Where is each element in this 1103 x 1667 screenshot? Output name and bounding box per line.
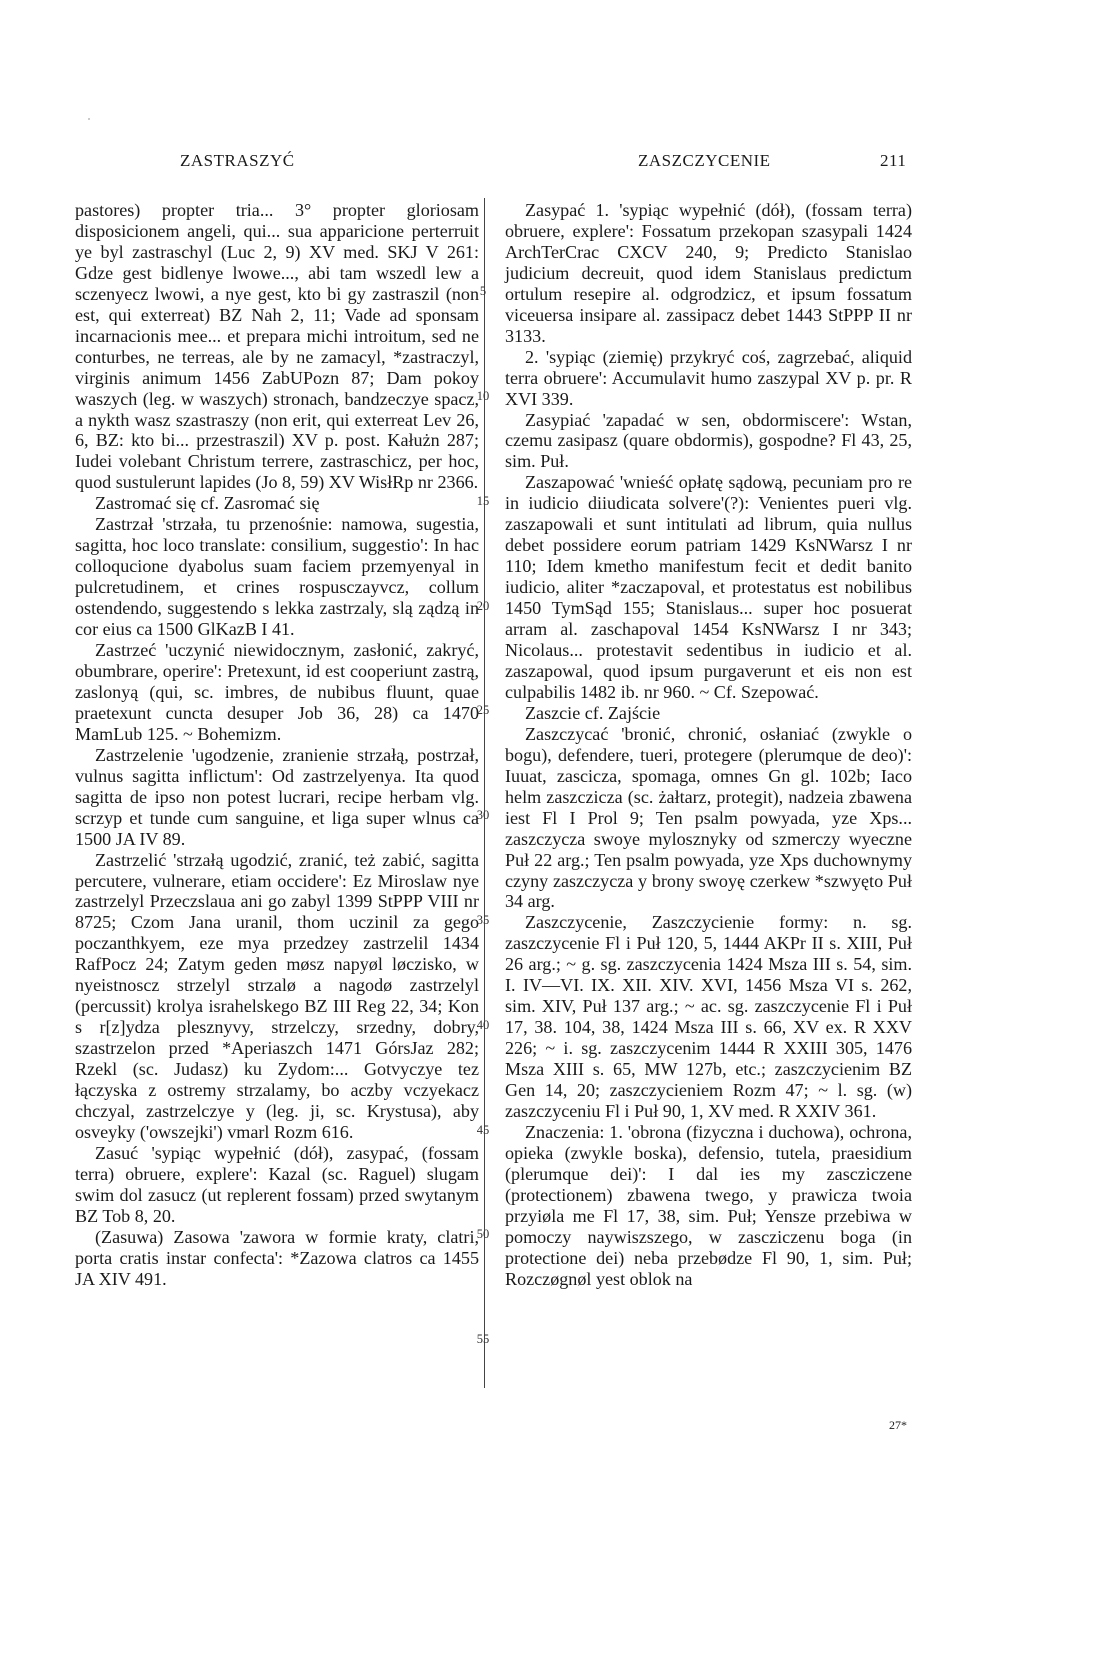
entry-paragraph: (Zasuwa) Zasowa 'zawora w formie kraty, clatri, porta cratis instar confecta': *Zazowa clatros ca 1455 JA XIV 491. — [75, 1226, 479, 1289]
line-number: 40 — [476, 1018, 490, 1032]
entry-paragraph: Zasuć 'sypiąc wypełnić (dół), zasypać, (fossam terra) obruere, explere': Kazal (sc. Raguel) slugam swim dol zasucz (ut replerent fossam) przed swytanym BZ Tob 8, 20. — [75, 1142, 479, 1226]
entry-paragraph: Zaszapować 'wnieść opłatę sądową, pecuniam pro re in iudicio diiudicata solvere'(?): Venientes pueri vlg. zaszapowali et sunt intitulati ad librum, quia nullus debet possidere eorum patriam 1429 KsNWarsz I nr 110; Idem kmetho manifestum fecit et dedit banito iudicio, aliter *zaczapoval, et protestatus est nobilibus 1450 TymSąd 155; Stanislaus... super hoc posuerat arram al. zaschapoval 1454 KsNWarsz I nr 343; Nicolaus... protestavit sedentibus in iudicio et al. zaszapowal, quod ipsum purgaverunt et eis non est culpabilis 1482 ib. nr 960. ~ Cf. Szepować. — [505, 472, 912, 702]
entry-paragraph: Zasypać 1. 'sypiąc wypełnić (dół), (fossam terra) obruere, explere': Fossatum przekopan szasypali 1424 ArchTerCrac CXCV 240, 9; Predicto Stanislao judicium decreuit, quod idem Stanislaus predictum ortulum resepire al. odgrodzicz, et ipsum fossatum viceuersa insipare al. zassipacz debet 1443 StPPP II nr 3133. — [505, 200, 912, 346]
entry-paragraph: Zastromać się cf. Zasromać się — [95, 493, 320, 514]
left-column — [75, 200, 479, 1290]
entry-paragraph: Zaszczycenie, Zaszczycienie formy: n. sg. zaszczycenie Fl i Puł 120, 5, 1444 AKPr II s. XIII, Puł 26 arg.; ~ g. sg. zaszczycenia 1424 Msza III s. 54, sim. I. IV—VI. IX. XII. XIV. XVI, 1456 Msza VI s. 262, sim. XIV, Puł 137 arg.; ~ ac. sg. zaszczycenie Fl i Puł 17, 38. 104, 38, 1424 Msza III s. 66, XV ex. R XXV 226; ~ i. sg. zaszczycenim 1444 R XXIII 305, 1476 Msza XIII s. 65, MW 127b, etc.; zaszczycienim BZ Gen 14, 20; zaszczycieniem Rozm 47; ~ l. sg. (w) zaszczyceniu Fl i Puł 90, 1, XV med. R XXIV 361. — [505, 912, 912, 1121]
line-number: 55 — [476, 1332, 490, 1346]
entry-paragraph: Zastrzał 'strzała, tu przenośnie: namowa, sugestia, sagitta, hoc loco translate: consilium, suggestio': In hac colloqucione dyabolus suam faciem przemyenyal in pulcretudinem, et crines rospusczayvcz, collum ostendendo, suggestendo s lekka zastrzaly, slą ządzą in cor eius ca 1500 GlKazB I 41. — [75, 514, 479, 640]
running-head-left: ZASTRASZYĆ — [180, 151, 295, 170]
line-number: 5 — [479, 284, 487, 298]
line-number: 50 — [476, 1227, 490, 1241]
line-number: 25 — [476, 703, 490, 717]
line-number: 35 — [476, 913, 490, 927]
entry-paragraph: 2. 'sypiąc (ziemię) przykryć coś, zagrzebać, aliquid terra obruere': Accumulavit humo zaszypal XV p. pr. R XVI 339. — [505, 346, 912, 409]
line-number: 45 — [476, 1123, 490, 1137]
entry-paragraph: Zaszczycać 'bronić, chronić, osłaniać (zwykle o bogu), defendere, tueri, protegere (plerumque de deo)': Iuuat, zascicza, spomaga, omnes Gn gl. 102b; Iaco helm zaszczicza (sc. żałtarz, protegit), nadzeia zbawena iest Fl I Prol 9; Ten psalm powyada, yze Xps... zaszczycza swoye mylosznyky od szmerczy wyeczne Puł 22 arg.; Ten psalm powyada, yze Xps duchownymy czyny zaszczycza y brony swoyę czerkew *szwyęto Puł 34 arg. — [505, 723, 912, 912]
entry-paragraph: Znaczenia: 1. 'obrona (fizyczna i duchowa), ochrona, opieka (zwykle boska), defensio, tutela, praesidium (plerumque dei)': I dal ies my zascziczene (protectionem) zbawena twego, y prawicza twoia przyiøla me Fl 17, 38, sim. Puł; Yensze przebiwa w pomoczy naywiszszego, w zascziczenu boga (in protectione dei) neba przebødze Fl 90, 1, sim. Puł; Rozczøgnøl yest oblok na — [505, 1121, 912, 1289]
line-number: 20 — [476, 599, 490, 613]
printer-signature: 27* — [889, 1418, 907, 1432]
scan-speck — [88, 118, 90, 120]
entry-paragraph: Zastrzelenie 'ugodzenie, zranienie strzałą, postrzał, vulnus sagitta inflictum': Od zastrzelyenya. Ita quod sagitta de ipso non potest lucrari, recipe herbam vlg. scrzyp et tunde cum sanguine, et liga super wlnus ca 1500 JA IV 89. — [75, 744, 479, 849]
running-head-right: ZASZCZYCENIE — [638, 151, 771, 170]
right-column — [505, 200, 912, 1290]
line-number: 10 — [476, 389, 490, 403]
entry-paragraph: Zastrzelić 'strzałą ugodzić, zranić, też zabić, sagitta percutere, vulnerare, etiam occidere': Ez Miroslaw nye zastrzelyl Przeczslaua ani go zabyl 1399 StPPP VIII nr 8725; Czom Jana uranil, thom uczinil za gego poczanthkyem, eze mya przedzey zastrzelil 1434 RafPocz 24; Zatym geden møsz napyøl løczisko, w nyeistnoscz strzelyl strzalø a nagodø zastrzelyl (percussit) krolya israhelskego BZ III Reg 22, 34; Kon s r[z]ydza plesznyvy, strzelczy, srzedny, dobry, szastrzelon przed *Aperiaszch 1471 GórsJaz 282; Rzekl (sc. Judasz) ku Zydom:... Gotvyczye tez łączyska z ostremy strzalamy, bo aczby vczyekacz chczyal, zastrzelczye y (leg. ji, sc. Krystusa), aby osveyky ('owszejki') vmarl Rozm 616. — [75, 849, 479, 1142]
entry-paragraph: Zastrzeć 'uczynić niewidocznym, zasłonić, zakryć, obumbrare, operire': Pretexunt, id est cooperiunt zastrą, zaslonyą (qui, sc. imbres, de nubibus fluunt, quae praetexunt cuncta desuper Job 36, 28) ca 1470 MamLub 125. ~ Bohemizm. — [75, 640, 479, 744]
entry-paragraph: Zaszcie cf. Zajście — [525, 702, 661, 723]
entry-paragraph: Zasypiać 'zapadać w sen, obdormiscere': Wstan, czemu zasipasz (quare obdormis), gospodne? Fl 43, 25, sim. Puł. — [505, 409, 912, 472]
entry-paragraph: pastores) propter tria... 3° propter gloriosam disposicionem angeli, qui... sua apparicione perterruit ye byl zastraschyl (Luc 2, 9) XV med. SKJ V 261: Gdze gest bidlenye lwowe..., abi tam wszedl lew a sczenyecz lwowi, a nye gest, kto bi gy zastraszil (non est, qui exterreat) BZ Nah 2, 11; Vade ad sponsam incarnacionis mee... et prepara michi introitum, sed ne conturbes, ne terreas, ale by ne zamacyl, *zastraczyl, virginis animum 1456 ZabUPozn 87; Dam pokoy waszych (leg. w waszych) stronach, bandzeczye spacz, a nykth wasz szastraszy (non erit, qui exterreat Lev 26, 6, BZ: kto bi... przestraszil) XV p. post. Kałużn 287; Iudei volebant Christum terrere, zastraschicz, per hoc, quod sustulerunt lapides (Jo 8, 59) XV WisłRp nr 2366. — [75, 200, 479, 493]
line-number: 30 — [476, 808, 490, 822]
line-number: 15 — [476, 494, 490, 508]
column-divider — [484, 198, 485, 1388]
page-number: 211 — [880, 151, 907, 170]
